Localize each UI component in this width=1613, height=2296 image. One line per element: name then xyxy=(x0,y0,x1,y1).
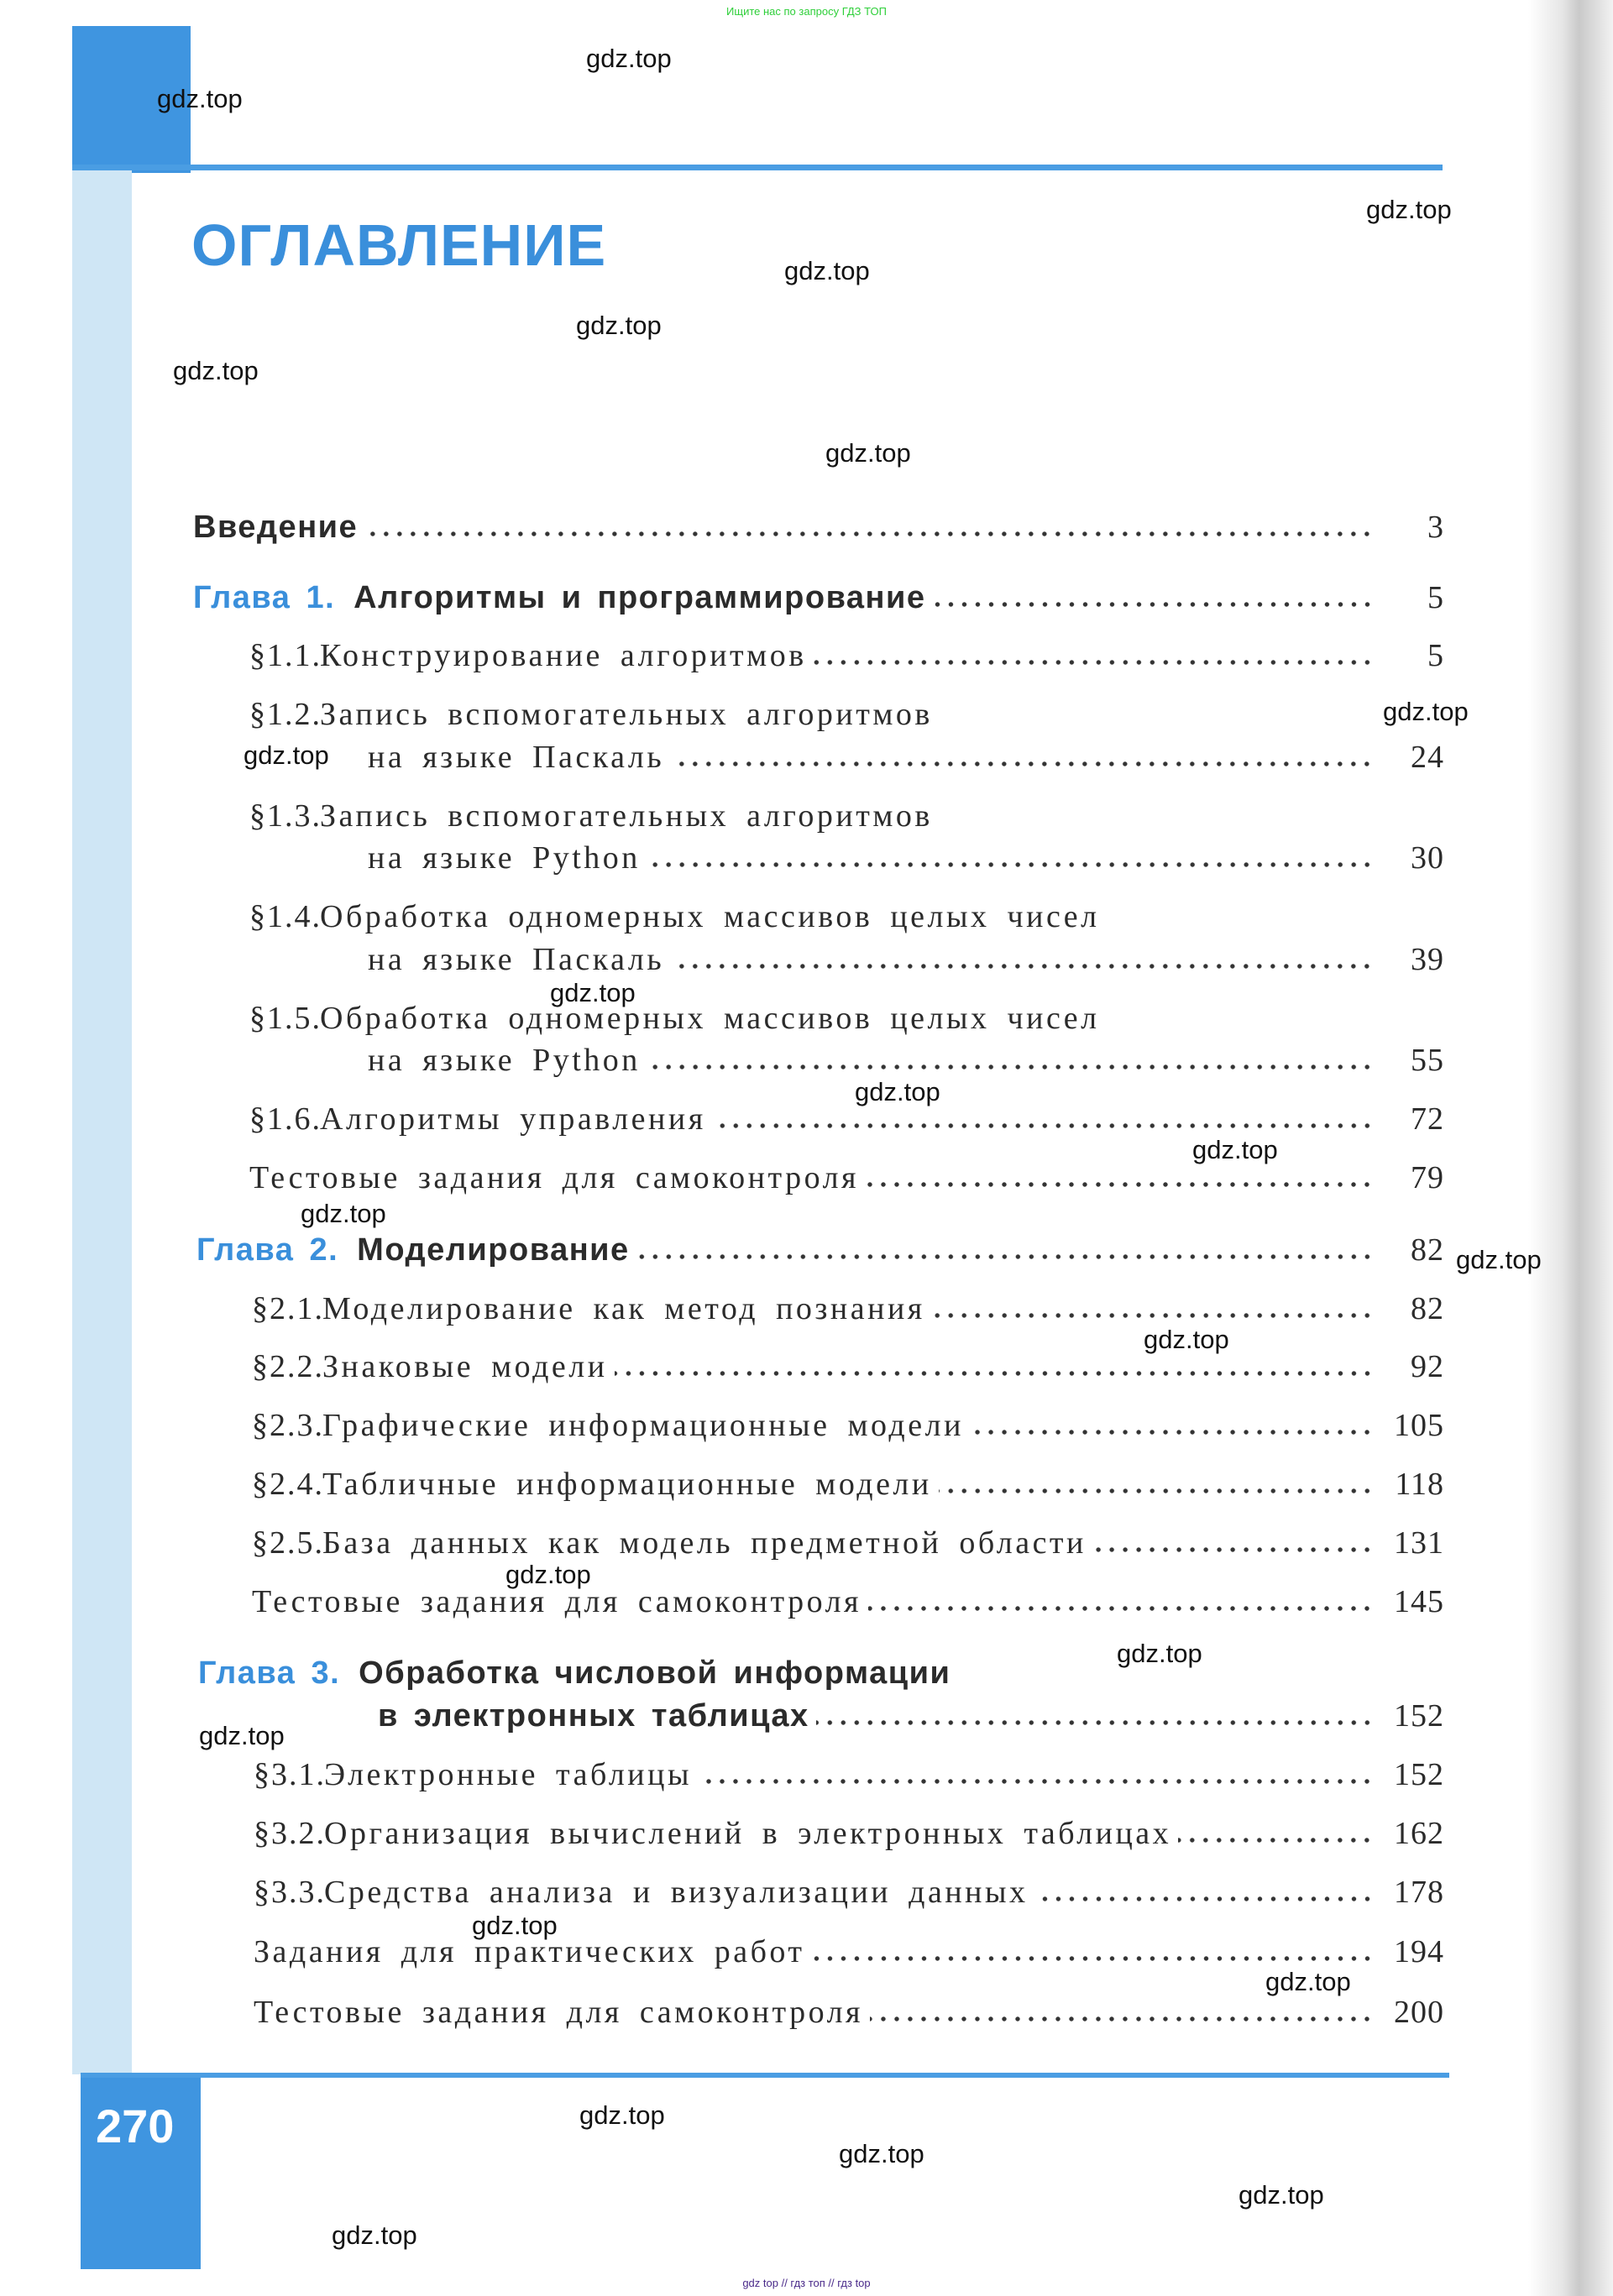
toc-page: 92 xyxy=(1411,1349,1444,1384)
watermark: gdz.top xyxy=(825,438,911,468)
toc-page: 145 xyxy=(1394,1584,1444,1619)
watermark: gdz.top xyxy=(1456,1245,1542,1274)
toc-section[interactable] xyxy=(252,1285,1444,1327)
toc-page: 39 xyxy=(1411,942,1444,977)
section-title: Обработка одномерных массивов целых чисел xyxy=(320,1001,1100,1036)
toc-section-cont[interactable] xyxy=(368,936,1444,978)
section-title: Графические информационные модели xyxy=(322,1408,964,1443)
dot-leader xyxy=(1093,1545,1374,1554)
section-title: на языке Паскаль xyxy=(368,942,665,977)
watermark: gdz.top xyxy=(1117,1639,1202,1668)
section-number: §1.6. xyxy=(249,1101,322,1137)
page-number: 270 xyxy=(96,2100,175,2152)
toc-page: 131 xyxy=(1394,1525,1444,1561)
toc-section[interactable] xyxy=(249,995,1100,1037)
watermark: gdz.top xyxy=(576,311,662,340)
section-title: Тестовые задания для самоконтроля xyxy=(249,1160,860,1195)
toc-chapter-3[interactable] xyxy=(198,1650,951,1692)
chapter-title: Алгоритмы и программирование xyxy=(353,580,926,615)
dot-leader xyxy=(713,1122,1374,1130)
toc-page: 72 xyxy=(1411,1101,1444,1137)
watermark: gdz.top xyxy=(301,1199,386,1228)
bottom-note: gdz top // гдз топ // гдз top xyxy=(742,2277,871,2289)
section-title: Тестовые задания для самоконтроля xyxy=(252,1584,862,1619)
dot-leader xyxy=(671,760,1374,768)
section-title: Средства анализа и визуализации данных xyxy=(324,1875,1029,1910)
toc-section[interactable] xyxy=(249,792,933,834)
toc-page: 30 xyxy=(1411,840,1444,876)
watermark: gdz.top xyxy=(1366,195,1452,224)
watermark: gdz.top xyxy=(472,1911,558,1940)
chapter-title: в электронных таблицах xyxy=(378,1698,809,1734)
dot-leader xyxy=(932,1311,1374,1320)
section-number: §1.3. xyxy=(249,798,322,834)
watermark: gdz.top xyxy=(1265,1967,1351,1996)
toc-section[interactable] xyxy=(252,1461,1444,1503)
toc-page: 24 xyxy=(1411,740,1444,775)
watermark: gdz.top xyxy=(586,44,672,73)
dot-leader xyxy=(699,1777,1374,1786)
dot-leader xyxy=(814,658,1374,667)
watermark: gdz.top xyxy=(199,1721,285,1750)
chapter-number: Глава 1. xyxy=(193,580,336,615)
toc-section[interactable] xyxy=(252,1519,1444,1561)
watermark: gdz.top xyxy=(550,978,636,1007)
toc-test[interactable] xyxy=(252,1578,1444,1620)
toc-page: 105 xyxy=(1394,1408,1444,1443)
section-title: Табличные информационные модели xyxy=(322,1467,932,1502)
toc-page: 5 xyxy=(1427,638,1444,673)
section-number: §2.5. xyxy=(252,1525,324,1561)
section-title: База данных как модель предметной области xyxy=(322,1525,1087,1561)
page-edge-shadow xyxy=(1528,0,1613,2296)
section-title: Конструирование алгоритмов xyxy=(320,638,807,673)
side-strip xyxy=(72,170,132,2074)
toc-section-cont[interactable] xyxy=(368,834,1444,876)
section-number: §2.3. xyxy=(252,1408,324,1443)
toc-section-cont[interactable] xyxy=(368,1037,1444,1079)
section-number: §1.4. xyxy=(249,899,322,934)
section-title: Задания для практических работ xyxy=(254,1934,805,1969)
toc-practice[interactable] xyxy=(254,1928,1444,1970)
toc-chapter-2[interactable] xyxy=(196,1226,1444,1268)
section-number: §3.1. xyxy=(254,1757,326,1792)
toc-section[interactable] xyxy=(252,1343,1444,1385)
toc-section[interactable] xyxy=(254,1751,1444,1793)
section-title: Обработка одномерных массивов целых чисел xyxy=(320,899,1100,934)
chapter-title: Моделирование xyxy=(357,1232,630,1268)
toc-section-cont[interactable] xyxy=(368,734,1444,776)
section-number: §1.1. xyxy=(249,638,322,673)
chapter-title: Обработка числовой информации xyxy=(359,1655,951,1691)
section-title: на языке Python xyxy=(368,840,641,876)
dot-leader xyxy=(870,2015,1374,2023)
toc-intro[interactable] xyxy=(193,504,1444,546)
toc-page: 79 xyxy=(1411,1160,1444,1195)
watermark: gdz.top xyxy=(1144,1325,1229,1354)
dot-leader xyxy=(868,1604,1374,1613)
toc-section[interactable] xyxy=(249,893,1100,935)
toc-label: Введение xyxy=(193,510,359,545)
dot-leader xyxy=(933,600,1374,609)
dot-leader xyxy=(636,1253,1374,1261)
section-number: §2.4. xyxy=(252,1467,324,1502)
toc-section[interactable] xyxy=(254,1810,1444,1852)
watermark: gdz.top xyxy=(1383,697,1469,726)
section-title: Запись вспомогательных алгоритмов xyxy=(320,798,933,834)
dot-leader xyxy=(615,1369,1374,1378)
toc-chapter-3-cont[interactable] xyxy=(378,1692,1444,1734)
section-title: Моделирование как метод познания xyxy=(322,1291,925,1326)
section-number: §1.5. xyxy=(249,1001,322,1036)
bottom-rule xyxy=(81,2073,1449,2078)
page-title: ОГЛАВЛЕНИЕ xyxy=(191,212,607,278)
dot-leader xyxy=(647,1063,1374,1071)
watermark: gdz.top xyxy=(839,2139,924,2168)
watermark: gdz.top xyxy=(1192,1135,1278,1164)
toc-page: 82 xyxy=(1411,1232,1444,1268)
section-title: на языке Паскаль xyxy=(368,740,665,775)
dot-leader xyxy=(939,1487,1374,1495)
section-number: §1.2. xyxy=(249,697,322,732)
toc-section[interactable] xyxy=(252,1402,1444,1444)
dot-leader xyxy=(866,1180,1374,1189)
toc-page: 194 xyxy=(1394,1934,1444,1969)
section-title: Знаковые модели xyxy=(322,1349,608,1384)
watermark: gdz.top xyxy=(244,740,329,770)
toc-section[interactable] xyxy=(249,632,1444,674)
top-rule xyxy=(72,165,1443,170)
section-title: Электронные таблицы xyxy=(324,1757,693,1792)
toc-page: 200 xyxy=(1394,1995,1444,2030)
dot-leader xyxy=(647,860,1374,869)
toc-section[interactable] xyxy=(249,1096,1444,1138)
section-title: Запись вспомогательных алгоритмов xyxy=(320,697,933,732)
watermark: gdz.top xyxy=(173,356,259,385)
top-note: Ищите нас по запросу ГДЗ ТОП xyxy=(726,5,887,18)
toc-page: 82 xyxy=(1411,1291,1444,1326)
toc-page: 55 xyxy=(1411,1043,1444,1078)
watermark: gdz.top xyxy=(855,1077,940,1106)
dot-leader xyxy=(971,1428,1374,1436)
toc-page: 3 xyxy=(1427,510,1444,545)
toc-page: 152 xyxy=(1394,1698,1444,1734)
chapter-number: Глава 2. xyxy=(196,1232,339,1268)
dot-leader xyxy=(671,962,1374,970)
section-title: Организация вычислений в электронных таблицах xyxy=(324,1816,1172,1851)
watermark: gdz.top xyxy=(505,1560,591,1589)
section-title: на языке Python xyxy=(368,1043,641,1078)
watermark: gdz.top xyxy=(784,256,870,285)
toc-section[interactable] xyxy=(249,691,933,733)
toc-page: 118 xyxy=(1395,1467,1444,1502)
watermark: gdz.top xyxy=(579,2100,665,2130)
toc-page: 152 xyxy=(1394,1757,1444,1792)
dot-leader xyxy=(812,1954,1374,1963)
section-number: §2.2. xyxy=(252,1349,324,1384)
dot-leader xyxy=(1178,1836,1374,1844)
watermark: gdz.top xyxy=(1239,2180,1324,2210)
toc-page: 162 xyxy=(1394,1816,1444,1851)
dot-leader xyxy=(1035,1895,1374,1903)
watermark: gdz.top xyxy=(157,84,243,113)
section-number: §2.1. xyxy=(252,1291,324,1326)
toc-page: 178 xyxy=(1394,1875,1444,1910)
section-number: §3.2. xyxy=(254,1816,326,1851)
chapter-number: Глава 3. xyxy=(198,1655,341,1691)
section-number: §3.3. xyxy=(254,1875,326,1910)
dot-leader xyxy=(364,530,1374,538)
toc-section[interactable] xyxy=(254,1869,1444,1911)
dot-leader xyxy=(816,1718,1374,1727)
watermark: gdz.top xyxy=(332,2220,417,2250)
section-title: Тестовые задания для самоконтроля xyxy=(254,1995,864,2030)
toc-page: 5 xyxy=(1427,580,1444,615)
section-title: Алгоритмы управления xyxy=(320,1101,706,1137)
toc-chapter-1[interactable] xyxy=(193,574,1444,616)
